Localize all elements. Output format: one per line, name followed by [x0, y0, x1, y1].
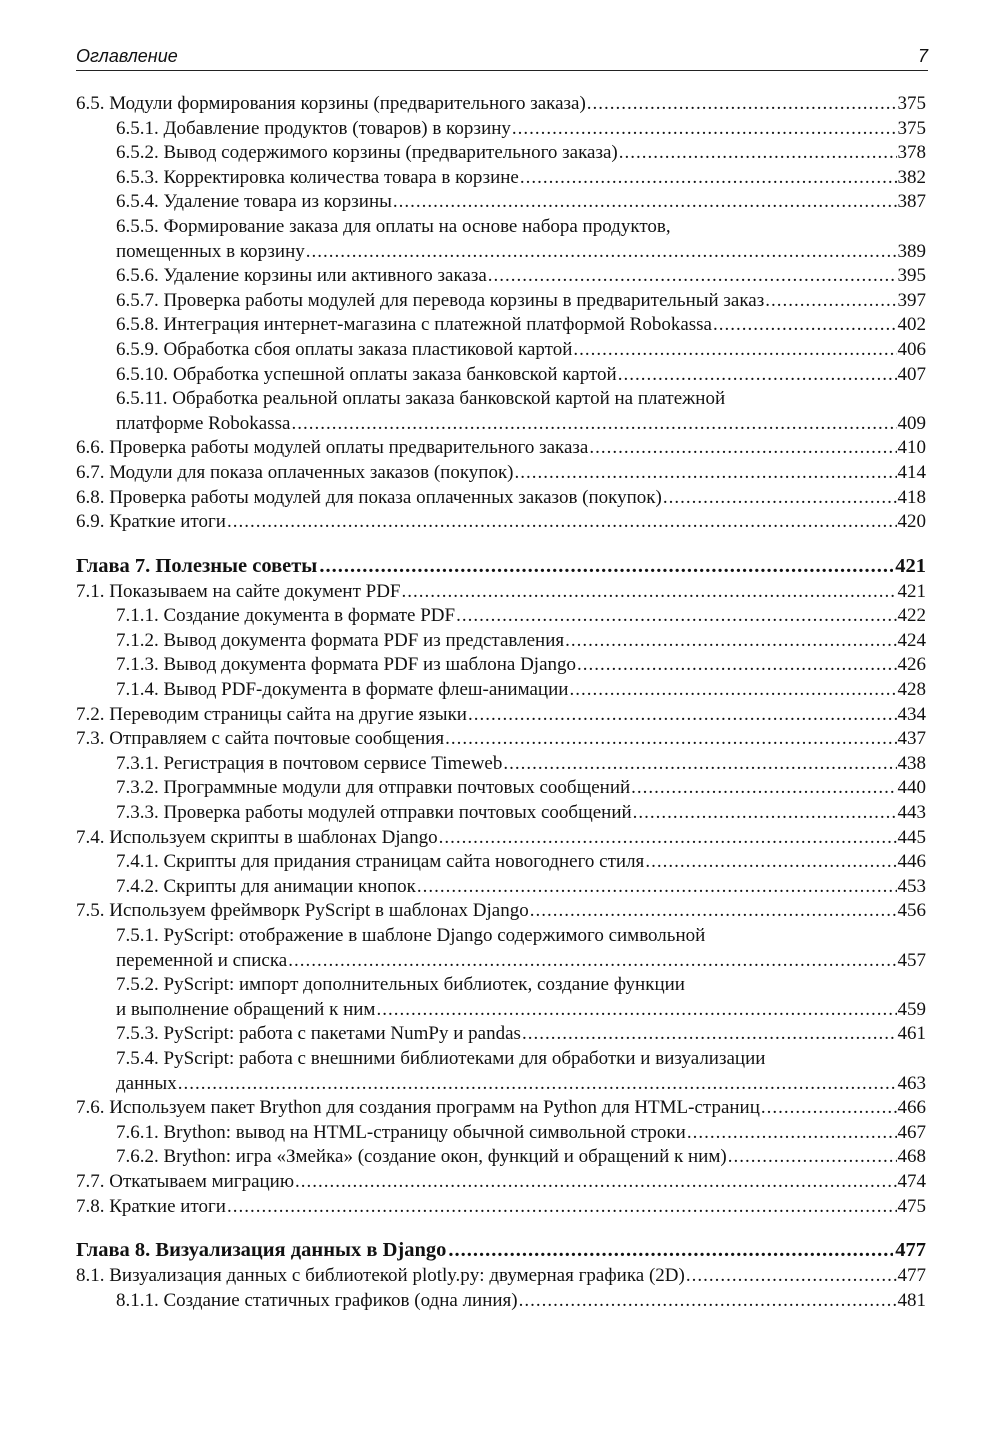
toc-entry[interactable]: [76, 850, 926, 875]
dot-leader: [319, 552, 893, 580]
toc-entry[interactable]: [76, 776, 926, 801]
dot-leader: [288, 949, 896, 974]
toc-entry-text: 7.2. Переводим страницы сайта на другие языки: [76, 703, 467, 725]
toc-entry-continuation: платформе Robokassa: [116, 412, 291, 434]
dot-leader: [573, 338, 896, 363]
toc-entry[interactable]: [76, 1072, 926, 1097]
toc-entry[interactable]: [76, 92, 926, 117]
dot-leader: [530, 899, 897, 924]
toc-entry-text: 6.5.1. Добавление продуктов (товаров) в корзину: [116, 117, 511, 139]
toc-entry-page: 402: [897, 314, 926, 336]
dot-leader: [456, 604, 896, 629]
toc-entry-page: 375: [897, 93, 926, 114]
dot-leader: [577, 653, 897, 678]
toc-entry-page: 443: [897, 802, 926, 824]
toc-entry[interactable]: [76, 604, 926, 629]
toc-entry[interactable]: [76, 510, 926, 535]
dot-leader: [687, 1121, 897, 1146]
dot-leader: [728, 1145, 897, 1170]
dot-leader: [291, 412, 896, 437]
dot-leader: [445, 727, 896, 752]
toc-entry-text: 6.5.8. Интеграция интернет-магазина с платежной платформой Robokassa: [116, 314, 712, 336]
toc-entry[interactable]: [76, 412, 926, 437]
toc-entry[interactable]: [76, 678, 926, 703]
toc-entry-page: 475: [897, 1195, 926, 1217]
toc-entry-page: 422: [897, 605, 926, 627]
toc-entry-text: 8.1. Визуализация данных с библиотекой plotly.py: двумерная графика (2D): [76, 1265, 685, 1287]
dot-leader: [503, 752, 896, 777]
toc-entry-text: 7.3. Отправляем с сайта почтовые сообщения: [76, 728, 445, 750]
toc-entry-page: 375: [897, 117, 926, 139]
toc-entry-text: 6.8. Проверка работы модулей для показа оплаченных заказов (покупок): [76, 486, 662, 508]
dot-leader: [565, 629, 896, 654]
dot-leader: [522, 1022, 897, 1047]
toc-entry-text: 7.1. Показываем на сайте документ PDF: [76, 580, 401, 602]
toc-entry[interactable]: [76, 653, 926, 678]
dot-leader: [619, 141, 897, 166]
toc-entry[interactable]: [76, 363, 926, 388]
toc-entry-page: 410: [897, 437, 926, 459]
toc-entry[interactable]: [76, 1195, 926, 1220]
dot-leader: [633, 801, 897, 826]
toc-entry-page: 434: [897, 703, 926, 725]
dot-leader: [376, 998, 896, 1023]
toc-entry-text: 7.7. Откатываем миграцию: [76, 1170, 295, 1192]
toc-entry-page: 445: [897, 826, 926, 848]
chapter-page: 421: [895, 554, 926, 577]
toc-entry[interactable]: [76, 289, 926, 314]
toc-entry-page: 463: [897, 1072, 926, 1094]
chapter-title: Глава 8. Визуализация данных в Django: [76, 1239, 447, 1262]
dot-leader: [686, 1264, 897, 1289]
toc-entry-page: 456: [897, 900, 926, 922]
toc-entry[interactable]: [76, 949, 926, 974]
toc-entry-text: 7.5.3. PyScript: работа с пакетами NumPy и pandas: [116, 1023, 521, 1045]
dot-leader: [589, 436, 896, 461]
dot-leader: [448, 1236, 893, 1264]
toc-entry-text[interactable]: 6.5.11. Обработка реальной оплаты заказа банковской картой на платежной: [116, 388, 726, 410]
toc-entry[interactable]: [76, 117, 926, 142]
toc-entry-text: 6.6. Проверка работы модулей оплаты предварительного заказа: [76, 437, 589, 459]
toc-entry[interactable]: [76, 1289, 926, 1314]
toc-entry-page: 389: [897, 240, 926, 262]
toc-entry[interactable]: [76, 486, 926, 511]
toc-entry-text[interactable]: 7.5.2. PyScript: импорт дополнительных библиотек, создание функции: [116, 974, 685, 996]
toc-entry-page: 426: [897, 654, 926, 676]
toc-chapter-8-entries: [76, 1264, 926, 1313]
dot-leader: [178, 1072, 897, 1097]
toc-entry[interactable]: [76, 998, 926, 1023]
toc-chapter-7[interactable]: [76, 552, 926, 580]
toc-entry-text: 7.1.3. Вывод документа формата PDF из шаблона Django: [116, 654, 576, 676]
toc-entry[interactable]: [76, 264, 926, 289]
header-title: Оглавление: [76, 46, 178, 66]
toc-entry-text: 7.4.1. Скрипты для придания страницам сайта новогоднего стиля: [116, 851, 645, 873]
toc-entry-continuation: данных: [116, 1072, 177, 1094]
toc-entry-page: 459: [897, 998, 926, 1020]
toc-entry-text: 6.9. Краткие итоги: [76, 511, 226, 533]
toc-entry[interactable]: [76, 1022, 926, 1047]
toc-entry[interactable]: [76, 338, 926, 363]
toc-entry-page: 428: [897, 679, 926, 701]
toc-entry-page: 409: [897, 412, 926, 434]
toc-entry-text: 7.8. Краткие итоги: [76, 1195, 226, 1217]
dot-leader: [393, 190, 897, 215]
toc-entry-text: 7.3.2. Программные модули для отправки почтовых сообщений: [116, 777, 631, 799]
toc-entry-page: 397: [897, 289, 926, 311]
toc-entry-page: 420: [897, 511, 926, 533]
dot-leader: [227, 1195, 897, 1220]
toc-entry[interactable]: [76, 826, 926, 851]
toc-entry[interactable]: [76, 801, 926, 826]
dot-leader: [520, 166, 897, 191]
toc-entry-text: 6.7. Модули для показа оплаченных заказов (покупок): [76, 461, 514, 483]
dot-leader: [631, 776, 896, 801]
toc-entry-text: 7.3.1. Регистрация в почтовом сервисе Timeweb: [116, 752, 503, 774]
dot-leader: [645, 850, 896, 875]
toc-chapter-8[interactable]: [76, 1236, 926, 1264]
dot-leader: [569, 678, 896, 703]
toc-entry[interactable]: [76, 703, 926, 728]
dot-leader: [663, 486, 897, 511]
toc-entry-text: 6.5.9. Обработка сбоя оплаты заказа пластиковой картой: [116, 338, 573, 360]
toc-entry[interactable]: [76, 436, 926, 461]
toc-entry-page: 474: [897, 1170, 926, 1192]
toc-section-6-5: [76, 92, 926, 535]
toc-entry-text: 6.5.4. Удаление товара из корзины: [116, 191, 392, 213]
toc-entry-text: 7.3.3. Проверка работы модулей отправки почтовых сообщений: [116, 802, 632, 824]
toc-entry[interactable]: [76, 1121, 926, 1146]
toc-entry-page: 457: [897, 949, 926, 971]
toc-entry[interactable]: [76, 461, 926, 486]
dot-leader: [306, 240, 897, 265]
toc-entry-page: 438: [897, 752, 926, 774]
toc-entry[interactable]: [76, 313, 926, 338]
table-of-contents: [76, 92, 926, 1313]
toc-entry[interactable]: [76, 899, 926, 924]
toc-entry-text: 7.1.4. Вывод PDF-документа в формате флеш-анимации: [116, 679, 569, 701]
toc-entry[interactable]: [76, 727, 926, 752]
toc-entry[interactable]: [76, 1145, 926, 1170]
toc-entry-page: 407: [897, 363, 926, 385]
toc-entry-text[interactable]: 7.5.1. PyScript: отображение в шаблоне Django содержимого символьной: [116, 925, 706, 946]
toc-entry-page: 466: [897, 1097, 926, 1119]
running-header: [76, 44, 928, 71]
dot-leader: [713, 313, 897, 338]
toc-entry-page: 440: [897, 777, 926, 799]
toc-entry[interactable]: [76, 752, 926, 777]
toc-entry-text: 7.4. Используем скрипты в шаблонах Django: [76, 826, 438, 848]
dot-leader: [765, 289, 896, 314]
toc-entry-text: 7.1.1. Создание документа в формате PDF: [116, 605, 456, 627]
toc-entry-continuation: переменной и списка: [116, 949, 288, 971]
toc-entry-text[interactable]: 6.5.5. Формирование заказа для оплаты на основе набора продуктов,: [116, 215, 671, 237]
toc-entry-text[interactable]: 7.5.4. PyScript: работа с внешними библиотеками для обработки и визуализации: [116, 1047, 766, 1069]
dot-leader: [402, 580, 897, 605]
toc-entry-text: 6.5.7. Проверка работы модулей для перевода корзины в предварительный заказ: [116, 289, 765, 311]
dot-leader: [761, 1096, 897, 1121]
toc-entry-page: 461: [897, 1023, 926, 1045]
toc-entry-continuation: и выполнение обращений к ним: [116, 998, 376, 1020]
toc-entry[interactable]: [76, 1264, 926, 1289]
dot-leader: [439, 826, 897, 851]
toc-entry-text: 7.5. Используем фреймворк PyScript в шаблонах Django: [76, 900, 529, 922]
toc-entry-text: 7.6.1. Brython: вывод на HTML-страницу обычной символьной строки: [116, 1121, 686, 1143]
toc-entry[interactable]: [76, 580, 926, 605]
toc-entry-continuation: помещенных в корзину: [116, 240, 305, 262]
toc-entry[interactable]: [76, 240, 926, 265]
dot-leader: [512, 117, 897, 142]
toc-entry-text: 6.5.2. Вывод содержимого корзины (предварительного заказа): [116, 142, 618, 164]
dot-leader: [417, 875, 897, 900]
toc-entry-page: 468: [897, 1146, 926, 1168]
toc-entry-text: 7.6. Используем пакет Brython для создания программ на Python для HTML-страниц: [76, 1097, 760, 1119]
toc-entry-text: 6.5.6. Удаление корзины или активного заказа: [116, 265, 487, 287]
toc-entry-page: 395: [897, 265, 926, 287]
toc-entry[interactable]: [76, 190, 926, 215]
toc-entry-page: 467: [897, 1121, 926, 1143]
dot-leader: [468, 703, 897, 728]
toc-entry-page: 446: [897, 851, 926, 873]
toc-entry[interactable]: [76, 875, 926, 900]
toc-entry-page: 481: [897, 1289, 926, 1311]
toc-entry-page: 382: [897, 166, 926, 188]
toc-entry-text: 7.6.2. Brython: игра «Змейка» (создание окон, функций и обращений к ним): [116, 1146, 727, 1168]
dot-leader: [488, 264, 897, 289]
toc-entry-text: 8.1.1. Создание статичных графиков (одна линия): [116, 1289, 518, 1311]
toc-entry-text: 6.5.3. Корректировка количества товара в корзине: [116, 166, 519, 188]
toc-entry[interactable]: [76, 166, 926, 191]
dot-leader: [515, 461, 897, 486]
dot-leader: [295, 1170, 896, 1195]
toc-entry-page: 378: [897, 142, 926, 164]
toc-entry[interactable]: [76, 1170, 926, 1195]
chapter-title: Глава 7. Полезные советы: [76, 554, 318, 577]
toc-entry-page: 453: [897, 875, 926, 897]
toc-entry[interactable]: [76, 141, 926, 166]
chapter-page: 477: [895, 1239, 926, 1262]
toc-entry-page: 418: [897, 486, 926, 508]
toc-entry-page: 406: [897, 338, 926, 360]
toc-entry[interactable]: [76, 629, 926, 654]
toc-entry-page: 424: [897, 629, 926, 651]
toc-entry-text: 6.5. Модули формирования корзины (предварительного заказа): [76, 93, 586, 114]
toc-entry-text: 6.5.10. Обработка успешной оплаты заказа банковской картой: [116, 363, 617, 385]
toc-entry-page: 477: [897, 1265, 926, 1287]
toc-entry-text: 7.1.2. Вывод документа формата PDF из представления: [116, 629, 565, 651]
dot-leader: [519, 1289, 897, 1314]
toc-entry-page: 421: [897, 580, 926, 602]
dot-leader: [618, 363, 897, 388]
toc-entry-page: 437: [897, 728, 926, 750]
dot-leader: [587, 92, 897, 117]
header-page-number: 7: [917, 46, 928, 66]
toc-chapter-7-entries: [76, 580, 926, 1219]
toc-entry[interactable]: [76, 1096, 926, 1121]
toc-entry-page: 387: [897, 191, 926, 213]
dot-leader: [227, 510, 897, 535]
toc-entry-page: 414: [897, 461, 926, 483]
toc-entry-text: 7.4.2. Скрипты для анимации кнопок: [116, 875, 416, 897]
